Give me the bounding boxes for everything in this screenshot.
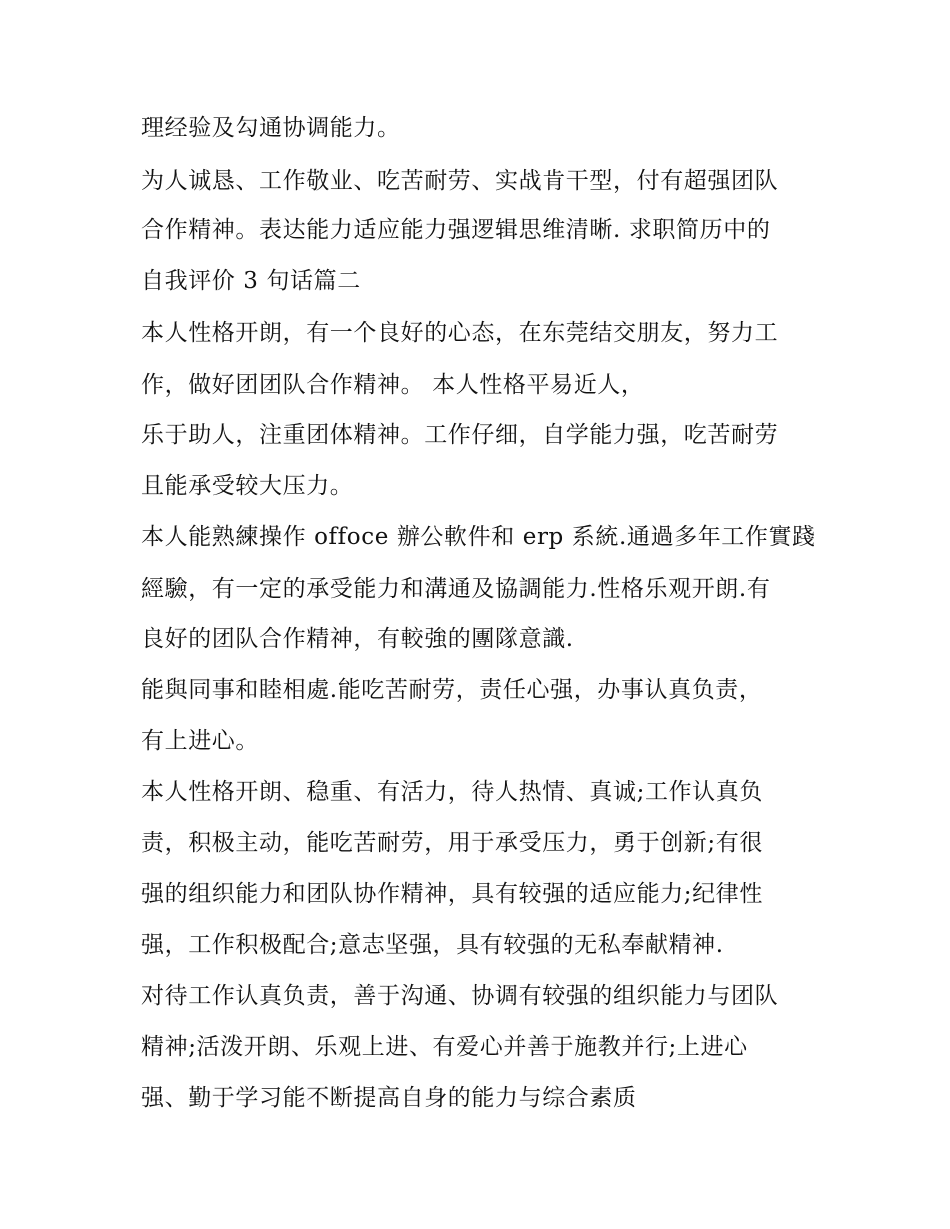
text-line: 本人性格开朗、稳重、有活力，待人热情、真诚;工作认真负 bbox=[141, 779, 763, 805]
text-line: 作，做好团团队合作精神。 本人性格平易近人， bbox=[141, 372, 645, 398]
text-line: 能與同事和睦相處.能吃苦耐劳，责任心强，办事认真负责， bbox=[141, 677, 763, 703]
text-line: 强的组织能力和团队协作精神，具有较强的适应能力;纪律性 bbox=[141, 881, 763, 907]
text-line: 对待工作认真负责，善于沟通、协调有较强的组织能力与团队 bbox=[141, 983, 779, 1009]
text-line: 有上进心。 bbox=[141, 728, 259, 754]
text-line: 责，积极主动，能吃苦耐劳，用于承受压力，勇于创新;有很 bbox=[141, 830, 763, 856]
text-line: 合作精神。表达能力适应能力强逻辑思维清晰. 求职简历中的 bbox=[141, 217, 771, 243]
text-line: 为人诚恳、工作敬业、吃苦耐劳、实战肯干型，付有超强团队 bbox=[141, 168, 779, 194]
text-line: 理经验及勾通协调能力。 bbox=[141, 115, 401, 141]
text-line: 本人能熟練操作 offoce 辦公軟件和 erp 系統.通過多年工作實踐 bbox=[141, 524, 816, 550]
text-line: 强，工作积极配合;意志坚强，具有较强的无私奉献精神. bbox=[141, 932, 724, 958]
text-line: 且能承受较大压力。 bbox=[141, 473, 354, 499]
text-line: 精神;活泼开朗、乐观上进、有爱心并善于施教并行;上进心 bbox=[141, 1034, 748, 1060]
text-line: 乐于助人，注重团体精神。工作仔细，自学能力强，吃苦耐劳 bbox=[141, 422, 779, 448]
text-line: 本人性格开朗，有一个良好的心态，在东莞结交朋友，努力工 bbox=[141, 320, 779, 346]
text-line: 强、勤于学习能不断提高自身的能力与综合素质 bbox=[141, 1085, 637, 1111]
text-line: 自我评价 3 句话篇二 bbox=[141, 268, 361, 294]
text-line: 良好的团队合作精神，有較強的團隊意識. bbox=[141, 626, 574, 652]
text-line: 經驗，有一定的承受能力和溝通及協調能力.性格乐观开朗.有 bbox=[141, 576, 771, 602]
